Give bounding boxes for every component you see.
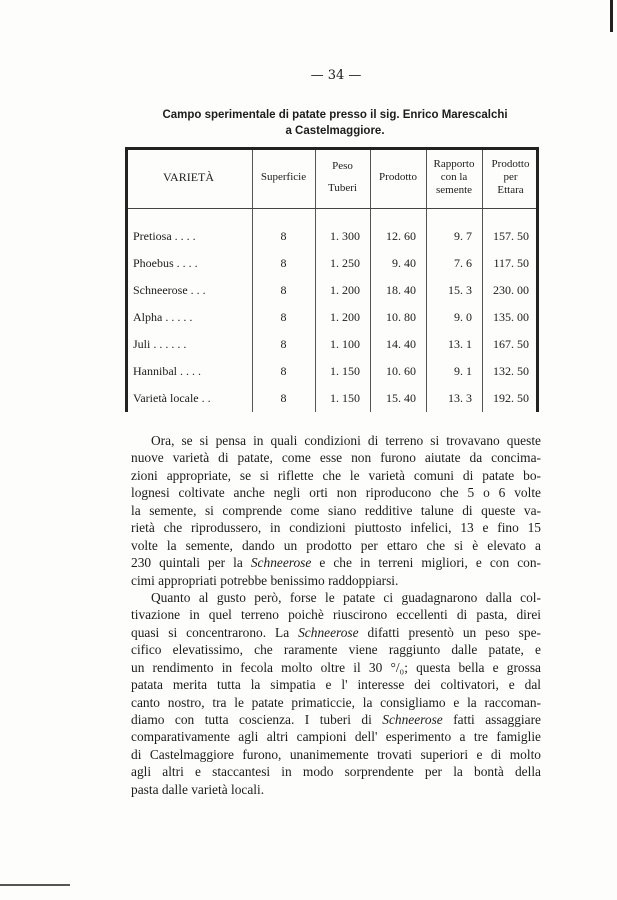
- text-run: Quanto al gusto però, forse le patate ci guadagnarono dalla col-: [151, 589, 541, 605]
- text-line: [131, 676, 541, 693]
- column-header-line: Prodotto: [491, 157, 530, 170]
- variety-name: Phoebus . . . .: [133, 256, 198, 270]
- product: 15. 40: [386, 391, 416, 405]
- table-row: [125, 337, 539, 357]
- variety-name: Alpha . . . . .: [133, 310, 193, 324]
- table-row: [125, 310, 539, 330]
- text-run: Ora, se si pensa in quali condizioni di terreno si trovavano queste: [151, 433, 541, 448]
- italic-term: Schneerose: [250, 555, 312, 571]
- text-run: rietà che riprodussero, in condizioni piuttosto infelici, 13 e fino 15: [131, 520, 541, 536]
- product: 12. 60: [386, 229, 416, 243]
- text-run: patata merita tutta la simpatia e l' interesse dei coltivatori, e dal: [131, 677, 541, 693]
- text-run: diamo con tutta coscienza. I tuberi di: [131, 712, 383, 727]
- seed-ratio: 13. 1: [448, 337, 472, 351]
- surface: 8: [280, 391, 287, 405]
- text-line: [131, 606, 541, 623]
- variety-name: Schneerose . . .: [133, 283, 206, 297]
- text-run: la semente, si comprende come siano redditive talune di queste va-: [131, 502, 541, 518]
- text-line: [131, 432, 541, 449]
- text-line: [131, 781, 541, 798]
- column-header-line: semente: [435, 183, 473, 196]
- column-header-line: Ettara: [497, 183, 524, 196]
- page-number: — 34 —: [310, 68, 362, 83]
- column-header: [254, 147, 313, 207]
- column-header: [317, 147, 368, 207]
- yield-per-hectare: 135. 00: [493, 310, 529, 324]
- table-row: [125, 256, 539, 276]
- seed-ratio: 9. 0: [454, 310, 472, 324]
- variety-name: Hannibal . . . .: [133, 364, 201, 378]
- text-run: cimi appropriati potrebbe benissimo raddoppiarsi.: [131, 572, 399, 588]
- text-line: [131, 641, 541, 658]
- text-line: [131, 711, 541, 728]
- text-line: [131, 728, 541, 745]
- text-run: canto nostro, tra le patate primaticcie, la consigliamo e la raccoman-: [131, 694, 541, 710]
- seed-ratio: 15. 3: [448, 283, 472, 297]
- tuber-weight: 1. 150: [330, 364, 360, 378]
- scan-edge: [0, 884, 70, 886]
- text-run: e che in terreni migliori, e con con-: [311, 555, 541, 571]
- surface: 8: [280, 337, 287, 351]
- text-line: [131, 746, 541, 763]
- italic-term: Schneerose: [382, 712, 443, 727]
- table-title-line: a Castelmaggiore.: [285, 125, 385, 137]
- body-text: [131, 432, 541, 798]
- column-header-line: VARIETÀ: [162, 169, 215, 184]
- table-title: [60, 107, 610, 139]
- column-header: [428, 147, 480, 207]
- yield-per-hectare: 167. 50: [493, 337, 529, 351]
- tuber-weight: 1. 250: [330, 256, 360, 270]
- paragraph: [131, 432, 541, 589]
- seed-ratio: 9. 1: [454, 364, 472, 378]
- tuber-weight: 1. 300: [330, 229, 360, 243]
- variety-name: Varietà locale . .: [133, 391, 211, 405]
- yield-per-hectare: 132. 50: [493, 364, 529, 378]
- text-line: [131, 519, 541, 536]
- tuber-weight: 1. 100: [330, 337, 360, 351]
- yield-table: [125, 147, 539, 412]
- variety-name: Pretiosa . . . .: [133, 229, 196, 243]
- text-line: [131, 502, 541, 519]
- product: 10. 80: [386, 310, 416, 324]
- column-header-line: per: [503, 170, 518, 183]
- text-run: di Castelmaggiore furono, unanimemente trovati superiori e di molto: [131, 746, 541, 762]
- seed-ratio: 7. 6: [454, 256, 472, 270]
- table-row: [125, 283, 539, 303]
- yield-per-hectare: 117. 50: [493, 256, 529, 270]
- text-run: 230 quintali per la: [131, 555, 251, 571]
- text-line: [131, 624, 541, 641]
- scan-edge: [610, 0, 613, 32]
- column-header-line: Rapporto: [433, 157, 475, 170]
- column-header: [484, 147, 537, 207]
- text-line: [131, 467, 541, 484]
- text-run: tivazione in quel terreno poichè riuscirono eccellenti di pasta, direi: [131, 607, 541, 623]
- paragraph: [131, 589, 541, 798]
- product: 9. 40: [392, 256, 416, 270]
- column-header-line: Prodotto: [379, 170, 417, 183]
- text-run: un rendimento in fecola molto oltre il 30 °/₀; questa bella e grossa: [131, 659, 541, 675]
- column-header: [127, 147, 250, 207]
- text-run: zioni appropriate, se si riflette che le varietà comuni di patate bo-: [131, 467, 541, 483]
- text-line: [131, 572, 541, 589]
- table-row: [125, 229, 539, 249]
- column-header-line: con la: [440, 170, 468, 183]
- tuber-weight: 1. 200: [330, 283, 360, 297]
- surface: 8: [280, 229, 287, 243]
- variety-name: Juli . . . . . .: [133, 337, 187, 351]
- yield-per-hectare: 230. 00: [493, 283, 529, 297]
- yield-per-hectare: 157. 50: [493, 229, 529, 243]
- seed-ratio: 9. 7: [454, 229, 472, 243]
- column-header-line: Peso: [332, 160, 353, 172]
- seed-ratio: 13. 3: [448, 391, 472, 405]
- text-run: comparativamente agli altri campioni dell' esperimento a tre famiglie: [131, 729, 541, 745]
- tuber-weight: 1. 200: [330, 310, 360, 324]
- column-header-line: Tuberi: [328, 182, 357, 194]
- text-line: [131, 659, 541, 676]
- surface: 8: [280, 364, 287, 378]
- text-run: nuove varietà di patate, come esse non furono aiutate da concima-: [131, 450, 541, 466]
- text-line: [131, 537, 541, 554]
- tuber-weight: 1. 150: [330, 391, 360, 405]
- text-line: [131, 554, 541, 571]
- surface: 8: [280, 256, 287, 270]
- text-run: fatti assaggiare: [442, 712, 541, 727]
- text-line: [131, 589, 541, 606]
- italic-term: Schneerose: [298, 624, 359, 640]
- product: 14. 40: [386, 337, 416, 351]
- product: 18. 40: [386, 283, 416, 297]
- text-run: quasi si concentrarono. La: [131, 624, 299, 640]
- header-rule: [128, 208, 536, 209]
- text-run: cifico elevatissimo, che raramente viene raggiunto dalle patate, e: [131, 642, 541, 658]
- text-run: volte la semente, dando un prodotto per ettaro che si è elevato a: [131, 537, 541, 553]
- yield-per-hectare: 192. 50: [493, 391, 529, 405]
- text-line: [131, 449, 541, 466]
- table-row: [125, 364, 539, 384]
- text-line: [131, 763, 541, 780]
- surface: 8: [280, 283, 287, 297]
- table-title-line: Campo sperimentale di patate presso il sig. Enrico Marescalchi: [162, 109, 508, 121]
- text-line: [131, 484, 541, 501]
- surface: 8: [280, 310, 287, 324]
- text-line: [131, 694, 541, 711]
- text-run: agli altri e staccantesi in modo sorprendente per la bontà della: [131, 764, 541, 780]
- text-run: lognesi coltivate anche negli orti non riproducono che 5 o 6 volte: [131, 485, 541, 501]
- column-header: [372, 147, 424, 207]
- product: 10. 60: [386, 364, 416, 378]
- text-run: difatti presentò un peso spe-: [358, 624, 541, 640]
- table-row: [125, 391, 539, 411]
- column-header-line: Superficie: [260, 170, 307, 183]
- text-run: pasta dalle varietà locali.: [131, 781, 265, 797]
